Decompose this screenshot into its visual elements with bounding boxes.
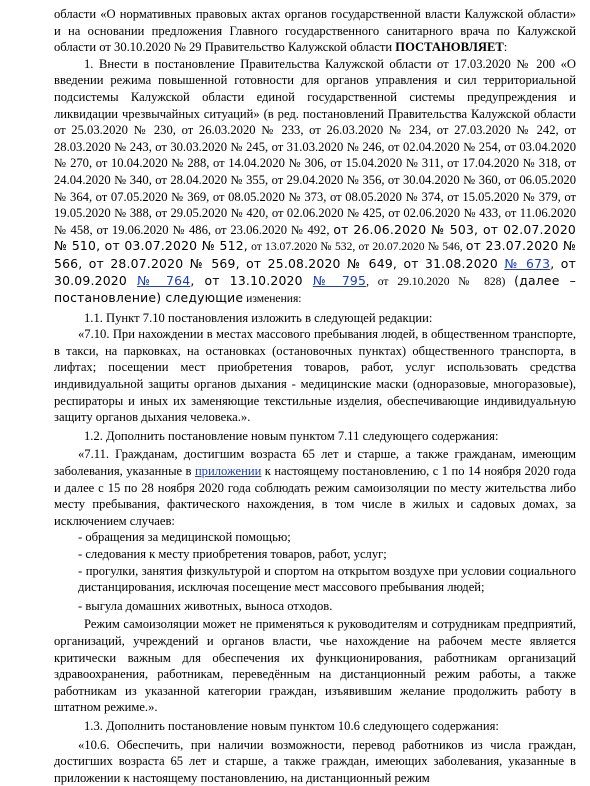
clause-1-text: 1. Внести в постановление Правительства Калужской области от 17.03.2020 № 200 «О введении режима повышенной готовности для органов управления и сил территориальной подсистемы Калужской области единой государственной системы предупреждения и ликвидации чрезвычайных ситуаций» (в ред. постановлений Правительства Калужской области от 25.03.2020 № 230, от 26.03.2020 № 233, от 26.03.2020 № 234, от 27.03.2020 № 242, от 28.03.2020 № 243, от 30.03.2020 № 245, от 31.03.2020 № 246, от 02.04.2020 № 254, от 03.04.2020 № 270, от 10.04.2020 № 288, от 14.04.2020 № 306, от 15.04.2020 № 311, от 17.04.2020 № 318, от 24.04.2020 № 340, от 28.04.2020 № 355, от 29.04.2020 № 356, от 30.04.2020 № 360, от 06.05.2020 № 364, от 07.05.2020 № 369, от 08.05.2020 № 373, от 08.05.2020 № 374, от 15.05.2020 № 379, от 19.05.2020 № 388, от 29.05.2020 № 420, от 02.06.2020 № 425, от 02.06.2020 № 433, от 11.06.2020 № 458, от 19.06.2020 № 486, от 23.06.2020 № 492,: [54, 56, 576, 237]
intro-text: области «О нормативных правовых актах органов государственной власти Калужской области» и на основании предложения Главного государственного санитарного врача по Калужской области от 30.10.2020 № 29 Правительство Калужской области: [54, 7, 576, 55]
clause-1-amend-4: , от 30.09.2020: [54, 255, 576, 288]
list-item: - прогулки, занятия физкультурой и спортом на открытом воздухе при условии социального дистанцирования, исключая посещение мест массового пребывания людей;: [78, 563, 576, 595]
link-673[interactable]: № 673: [504, 255, 551, 271]
appendix-link[interactable]: приложении: [194, 464, 262, 479]
intro-paragraph: [54, 6, 576, 56]
subclause-1-2: 1.2. Дополнить постановление новым пунктом 7.11 следующего содержания:: [84, 428, 499, 443]
clause-1-amend-6: , от 29.10.2020 № 828): [366, 274, 515, 288]
clause-1: [54, 56, 576, 308]
clause-1-hereinafter: (далее – постановление) следующие: [54, 272, 576, 306]
list-item: - следования к месту приобретения товаров, работ, услуг;: [78, 547, 387, 561]
decree-word: ПОСТАНОВЛЯЕТ: [395, 40, 504, 55]
point-7-11-text-a: «7.11. Гражданам, достигшим возраста 65 лет и старше, а также гражданам, имеющим заболевания, указанные в: [54, 447, 576, 479]
subclause-1-1: 1.1. Пункт 7.10 постановления изложить в следующей редакции:: [84, 310, 433, 325]
point-10-6: «10.6. Обеспечить, при наличии возможности, перевод работников из числа граждан, достигших возраста 65 лет и старше, а также граждан, имеющих заболевания, указанные в приложении к настоящему постановлению, на дистанционный режим: [54, 737, 576, 785]
clause-1-amend-3: от 23.07.2020 № 566, от 28.07.2020 № 569, от 25.08.2020 № 649, от 31.08.2020: [54, 238, 576, 271]
clause-1-amend-1: от 26.06.2020 № 503, от 02.07.2020 № 510, от 03.07.2020 № 512,: [54, 221, 577, 254]
point-7-11: [54, 446, 576, 529]
self-isolation-exemption: Режим самоизоляции может не применяться к руководителям и сотрудникам предприятий, организаций, учреждений и органов власти, чье нахождение на рабочем месте является критически важным для обеспечения их функционирования, работникам организаций здравоохранения, работникам, переведённым на дистанционный режим работы, а также работникам из указанной категории граждан, изъявившим желание продолжить работу в штатном режиме.».: [54, 617, 576, 715]
clause-1-end: изменения:: [243, 292, 302, 306]
clause-1-amend-5: , от 13.10.2020: [190, 272, 313, 288]
link-795[interactable]: № 795: [312, 272, 367, 288]
list-item: - обращения за медицинской помощью;: [78, 530, 291, 545]
point-7-11-text-b: к настоящему постановлению, с 1 по 14 ноября 2020 года и далее с 15 по 28 ноября 2020 года соблюдать режим самоизоляции по месту жительства либо месту пребывания, фактического нахождения, в том числе в жилых и садовых домах, за исключением случаев:: [54, 464, 576, 528]
subclause-1-3: 1.3. Дополнить постановление новым пунктом 10.6 следующего содержания:: [84, 718, 499, 733]
point-7-10: «7.10. При нахождении в местах массового пребывания людей, в общественном транспорте, в такси, на парковках, на остановках (остановочных пунктах) общественного транспорта, в лифтах; посещении мест приобретения товаров, работ, услуг использовать средства индивидуальной защиты органов дыхания - медицинские маски (одноразовые, многоразовые), респираторы и иных их заменяющие текстильные изделия, обеспечивающие индивидуальную защиту органов дыхания человека.».: [54, 327, 576, 425]
clause-1-amend-2: от 13.07.2020 № 532, от 20.07.2020 № 546,: [247, 240, 466, 254]
intro-colon: :: [503, 40, 508, 55]
list-item: - выгула домашних животных, выноса отходов.: [78, 598, 333, 613]
link-764[interactable]: № 764: [137, 272, 191, 288]
